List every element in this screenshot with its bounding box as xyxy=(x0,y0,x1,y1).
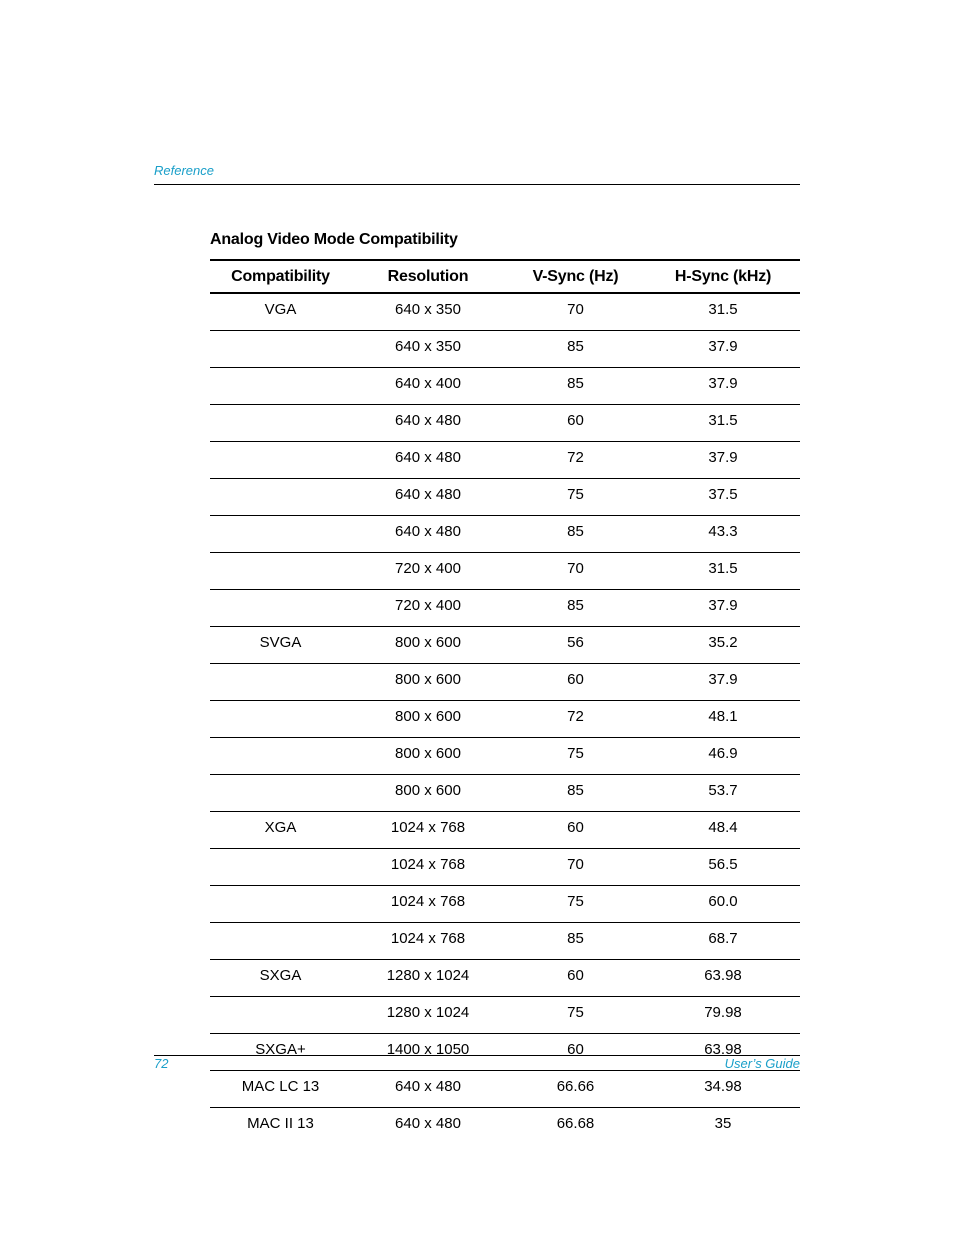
cell-hsync: 63.98 xyxy=(646,1034,800,1071)
cell-resolution: 640 x 350 xyxy=(351,331,505,368)
cell-resolution: 1400 x 1050 xyxy=(351,1034,505,1071)
cell-hsync: 37.9 xyxy=(646,590,800,627)
section-header: Reference xyxy=(154,163,214,178)
cell-hsync: 37.9 xyxy=(646,442,800,479)
page-number: 72 xyxy=(154,1056,169,1071)
column-header-hsync: H-Sync (kHz) xyxy=(646,260,800,293)
cell-vsync: 75 xyxy=(505,997,646,1034)
cell-compatibility xyxy=(210,442,351,479)
cell-vsync: 75 xyxy=(505,886,646,923)
cell-vsync: 60 xyxy=(505,664,646,701)
cell-compatibility xyxy=(210,331,351,368)
cell-resolution: 640 x 480 xyxy=(395,1114,461,1132)
table-row xyxy=(210,405,800,442)
table-row xyxy=(210,886,800,923)
cell-resolution: 800 x 600 xyxy=(351,701,505,738)
cell-resolution: 640 x 480 xyxy=(351,405,505,442)
cell-resolution: 800 x 600 xyxy=(351,738,505,775)
cell-hsync: 53.7 xyxy=(646,775,800,812)
cell-resolution: 1024 x 768 xyxy=(351,849,505,886)
cell-compatibility xyxy=(210,849,351,886)
table-row xyxy=(210,1108,800,1145)
table-row xyxy=(210,331,800,368)
cell-vsync: 56 xyxy=(505,627,646,664)
table-row xyxy=(210,997,800,1034)
cell-hsync: 34.98 xyxy=(646,1071,800,1108)
cell-compatibility xyxy=(210,664,351,701)
cell-compatibility: SXGA xyxy=(210,960,351,997)
cell-compatibility: SVGA xyxy=(210,627,351,664)
table-body xyxy=(210,293,800,1144)
table-row xyxy=(210,553,800,590)
cell-vsync: 60 xyxy=(505,405,646,442)
cell-hsync: 60.0 xyxy=(646,886,800,923)
cell-resolution: 720 x 400 xyxy=(351,553,505,590)
table-row xyxy=(210,960,800,997)
cell-hsync: 48.1 xyxy=(646,701,800,738)
table-row xyxy=(210,479,800,516)
cell-resolution: 800 x 600 xyxy=(351,775,505,812)
cell-resolution: 1024 x 768 xyxy=(351,886,505,923)
cell-vsync: 85 xyxy=(505,590,646,627)
cell-hsync: 63.98 xyxy=(646,960,800,997)
cell-compatibility xyxy=(210,738,351,775)
table-row xyxy=(210,590,800,627)
cell-compatibility xyxy=(210,775,351,812)
table-row xyxy=(210,701,800,738)
cell-compatibility xyxy=(210,368,351,405)
cell-resolution: 720 x 400 xyxy=(351,590,505,627)
cell-vsync: 66.66 xyxy=(505,1071,646,1108)
cell-vsync: 60 xyxy=(505,960,646,997)
compatibility-table xyxy=(210,259,800,1144)
cell-compatibility xyxy=(210,923,351,960)
column-header-compatibility: Compatibility xyxy=(210,260,351,293)
header-divider xyxy=(154,184,800,185)
cell-hsync: 31.5 xyxy=(646,405,800,442)
cell-hsync: 68.7 xyxy=(646,923,800,960)
cell-hsync: 31.5 xyxy=(646,553,800,590)
cell-compatibility: VGA xyxy=(210,293,351,331)
cell-vsync: 70 xyxy=(505,553,646,590)
table-row xyxy=(210,516,800,553)
cell-resolution: 800 x 600 xyxy=(351,627,505,664)
cell-vsync: 66.68 xyxy=(556,1114,595,1132)
cell-hsync: 43.3 xyxy=(646,516,800,553)
table-row xyxy=(210,1034,800,1071)
cell-hsync: 79.98 xyxy=(646,997,800,1034)
cell-compatibility xyxy=(210,997,351,1034)
footer-divider xyxy=(154,1055,800,1056)
table-row xyxy=(210,368,800,405)
cell-compatibility xyxy=(210,553,351,590)
cell-vsync: 85 xyxy=(505,331,646,368)
cell-resolution: 800 x 600 xyxy=(351,664,505,701)
cell-vsync: 70 xyxy=(505,293,646,331)
cell-hsync: 37.9 xyxy=(646,368,800,405)
cell-compatibility xyxy=(210,516,351,553)
table-header-row xyxy=(210,260,800,293)
table-row xyxy=(210,627,800,664)
cell-resolution: 1280 x 1024 xyxy=(351,997,505,1034)
cell-hsync: 35 xyxy=(714,1114,732,1132)
cell-hsync: 56.5 xyxy=(646,849,800,886)
cell-resolution: 1280 x 1024 xyxy=(351,960,505,997)
cell-compatibility: XGA xyxy=(210,812,351,849)
cell-compatibility: MAC LC 13 xyxy=(210,1071,351,1108)
cell-resolution: 1024 x 768 xyxy=(351,812,505,849)
table-row xyxy=(210,812,800,849)
cell-resolution: 640 x 400 xyxy=(351,368,505,405)
cell-vsync: 60 xyxy=(505,1034,646,1071)
cell-vsync: 85 xyxy=(505,775,646,812)
table-row xyxy=(210,738,800,775)
cell-compatibility: MAC II 13 xyxy=(247,1114,314,1132)
cell-resolution: 640 x 480 xyxy=(351,442,505,479)
cell-vsync: 60 xyxy=(505,812,646,849)
table-title: Analog Video Mode Compatibility xyxy=(210,231,458,248)
column-header-resolution: Resolution xyxy=(351,260,505,293)
table-row xyxy=(210,775,800,812)
cell-hsync: 37.5 xyxy=(646,479,800,516)
cell-resolution: 640 x 480 xyxy=(351,1071,505,1108)
cell-resolution: 640 x 480 xyxy=(351,479,505,516)
column-header-vsync: V-Sync (Hz) xyxy=(505,260,646,293)
table-row xyxy=(210,664,800,701)
table-row xyxy=(210,293,800,331)
cell-hsync: 35.2 xyxy=(646,627,800,664)
cell-compatibility xyxy=(210,701,351,738)
table-row xyxy=(210,1071,800,1108)
cell-compatibility xyxy=(210,886,351,923)
table-row xyxy=(210,849,800,886)
cell-resolution: 640 x 350 xyxy=(351,293,505,331)
cell-hsync: 46.9 xyxy=(646,738,800,775)
cell-resolution: 640 x 480 xyxy=(351,516,505,553)
cell-vsync: 72 xyxy=(505,701,646,738)
cell-hsync: 48.4 xyxy=(646,812,800,849)
cell-hsync: 37.9 xyxy=(646,664,800,701)
cell-vsync: 75 xyxy=(505,479,646,516)
cell-vsync: 72 xyxy=(505,442,646,479)
cell-compatibility xyxy=(210,405,351,442)
cell-vsync: 85 xyxy=(505,923,646,960)
cell-resolution: 1024 x 768 xyxy=(351,923,505,960)
cell-compatibility: SXGA+ xyxy=(210,1034,351,1071)
cell-hsync: 31.5 xyxy=(646,293,800,331)
cell-hsync: 37.9 xyxy=(646,331,800,368)
table-row xyxy=(210,442,800,479)
cell-vsync: 75 xyxy=(505,738,646,775)
table-row xyxy=(210,923,800,960)
cell-vsync: 70 xyxy=(505,849,646,886)
cell-compatibility xyxy=(210,590,351,627)
cell-compatibility xyxy=(210,479,351,516)
cell-vsync: 85 xyxy=(505,368,646,405)
compatibility-table-container xyxy=(210,259,800,1144)
guide-title: User’s Guide xyxy=(724,1056,800,1071)
cell-vsync: 85 xyxy=(505,516,646,553)
